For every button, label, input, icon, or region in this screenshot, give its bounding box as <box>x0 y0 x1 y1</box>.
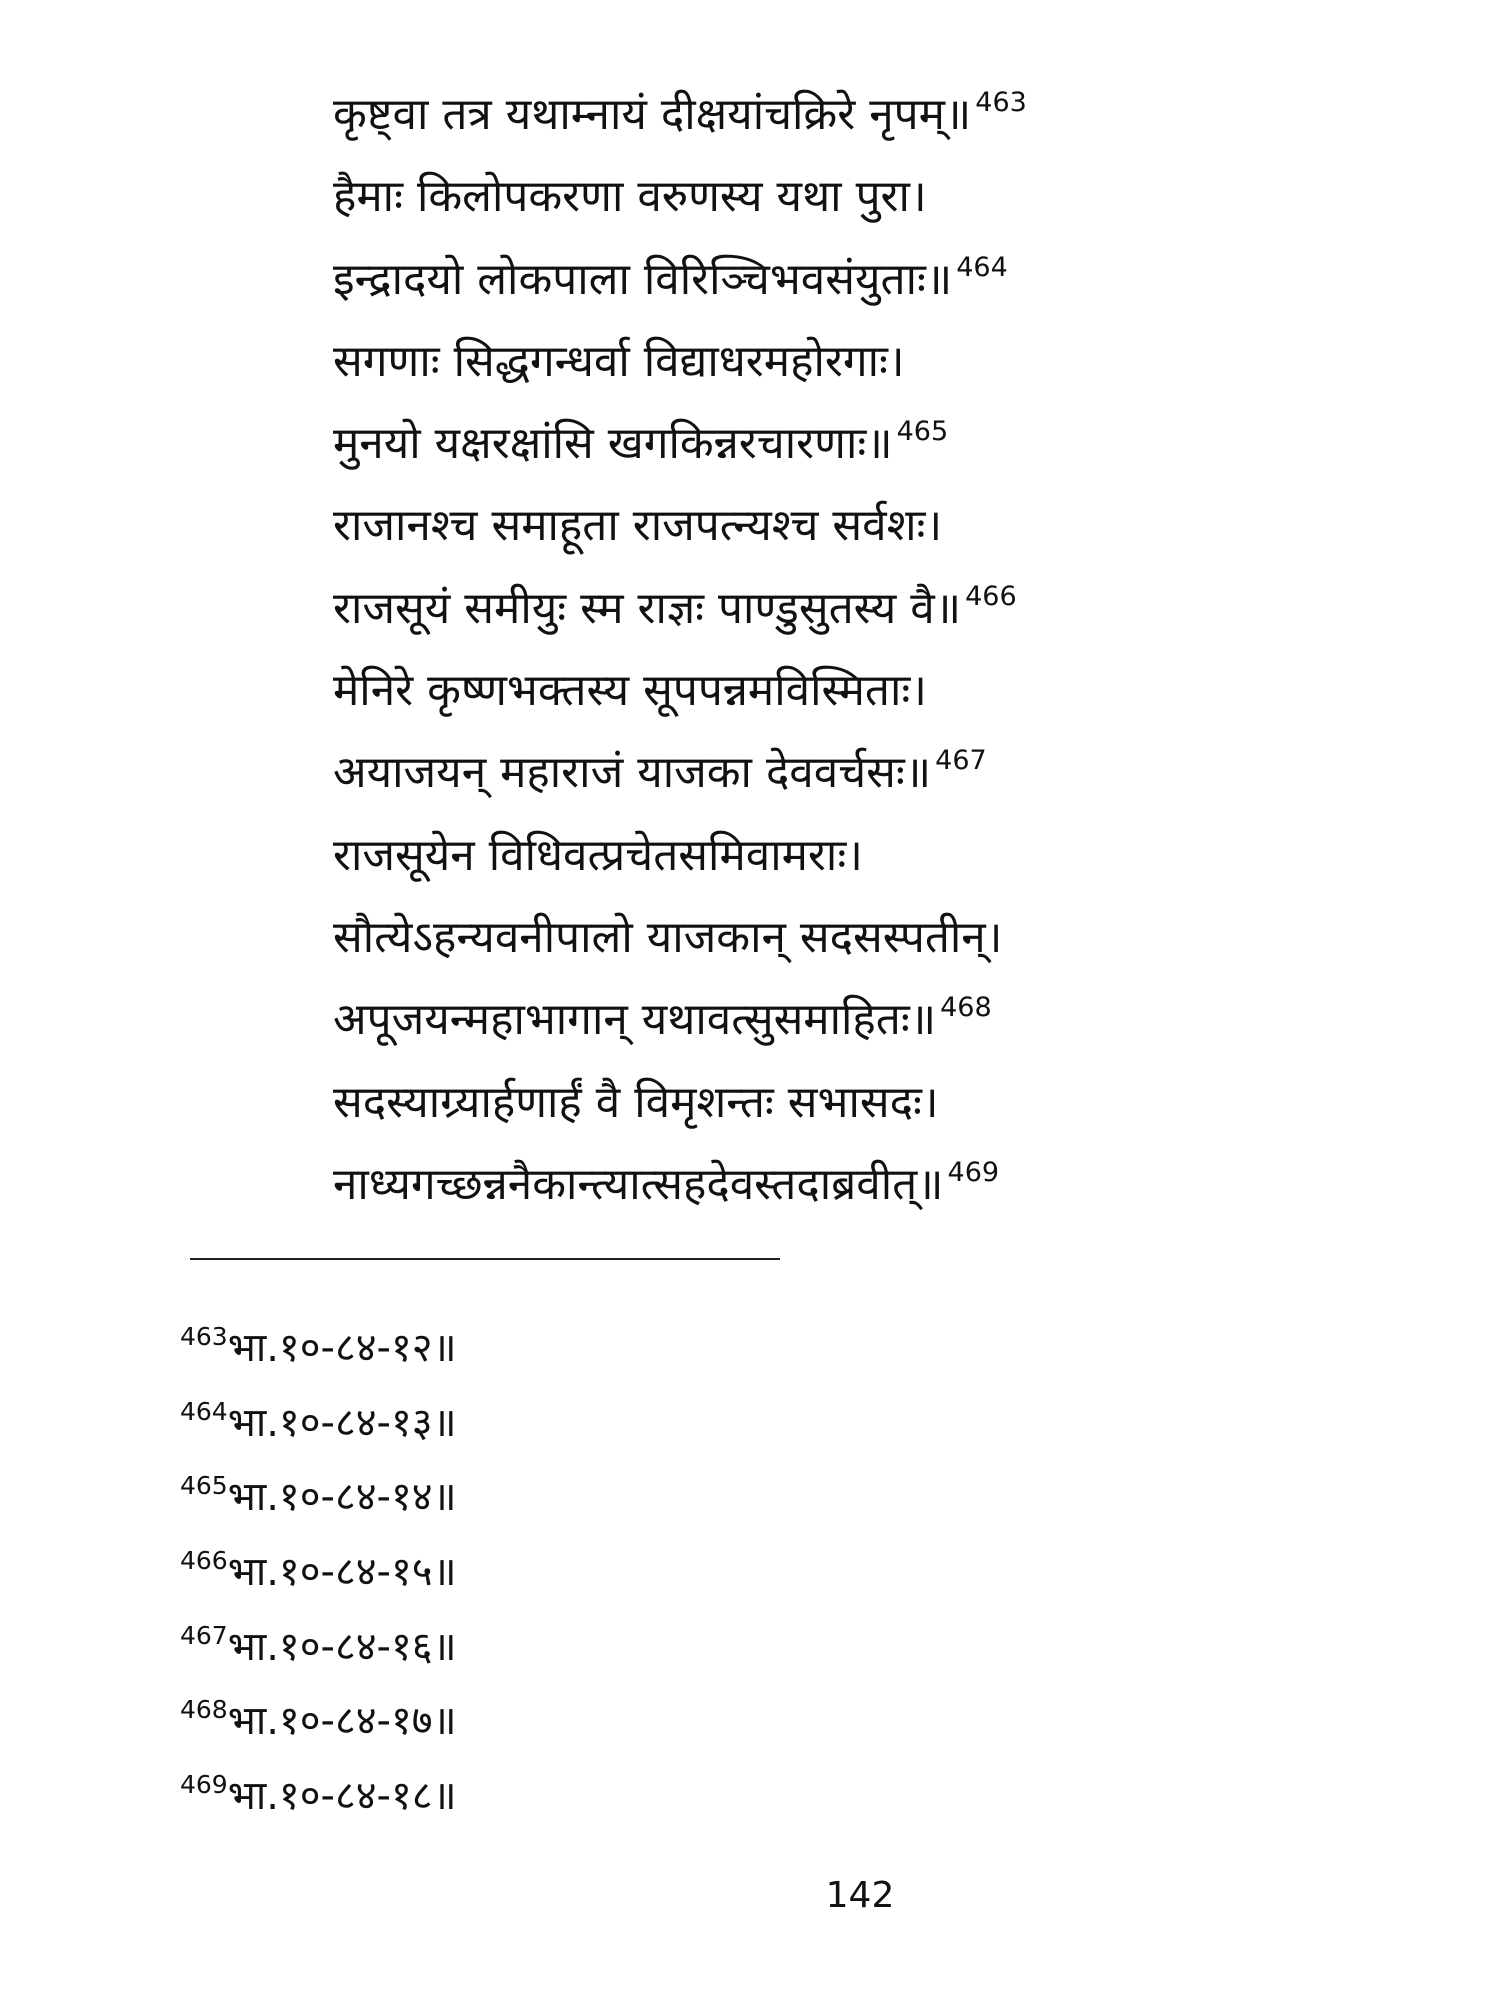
footnote <box>180 1748 980 1823</box>
verse-text: अपूजयन्महाभागान् यथावत्सुसमाहितः॥ <box>333 994 937 1046</box>
verse-number: 466 <box>965 580 1017 612</box>
verse-line <box>333 473 1433 555</box>
footnote <box>180 1673 980 1748</box>
verse-number: 469 <box>947 1156 1000 1188</box>
verse-line <box>333 309 1433 391</box>
verse-number: 467 <box>935 745 987 777</box>
footnote <box>180 1599 980 1674</box>
verse-line <box>333 803 1433 885</box>
footnote-text: भा.१०-८४-१२॥ <box>227 1325 457 1371</box>
footnote-number: 469 <box>180 1770 228 1800</box>
footnote-text: भा.१०-८४-१५॥ <box>227 1549 457 1596</box>
verse-text: सगणाः सिद्धगन्धर्वा विद्याधरमहोरगाः। <box>333 335 905 387</box>
verse-line <box>333 144 1433 226</box>
footnote-number: 466 <box>180 1546 228 1576</box>
verse-text: सदस्याग्र्यार्हणार्हं वै विमृशन्तः सभासदः। <box>333 1076 939 1128</box>
verse-line <box>333 1132 1433 1214</box>
verse-text: राजसूयेन विधिवत्प्रचेतसमिवामराः। <box>333 829 863 881</box>
footnote <box>180 1375 980 1450</box>
verse-number: 463 <box>975 87 1027 118</box>
verse-text: मुनयो यक्षरक्षांसि खगकिन्नरचारणाः॥ <box>333 418 893 470</box>
footnote <box>180 1300 980 1375</box>
footnote-number: 465 <box>180 1471 228 1501</box>
verse-text: सौत्येऽहन्यवनीपालो याजकान् सदसस्पतीन्। <box>333 911 1003 963</box>
verse-line <box>333 720 1433 802</box>
verse-text: अयाजयन् महाराजं याजका देववर्चसः॥ <box>333 747 932 799</box>
verse-text: हैमाः किलोपकरणा वरुणस्य यथा पुरा। <box>333 171 927 223</box>
verse-text: नाध्यगच्छन्ननैकान्त्यात्सहदेवस्तदाब्रवीत्॥ <box>333 1158 944 1210</box>
verse-line <box>333 391 1433 473</box>
verse-text: राजानश्च समाहूता राजपत्न्यश्च सर्वशः। <box>333 500 943 552</box>
verse-line <box>333 62 1433 144</box>
footnote-number: 468 <box>180 1695 228 1725</box>
page-number: 142 <box>825 1875 895 1916</box>
footnotes <box>180 1300 980 1823</box>
footnote-number: 464 <box>180 1396 228 1426</box>
footnote-divider <box>190 1258 780 1260</box>
verse-line <box>333 1050 1433 1132</box>
verse-line <box>333 556 1433 638</box>
verse-number: 465 <box>896 416 949 448</box>
verse-line <box>333 227 1433 309</box>
footnote <box>180 1524 980 1599</box>
verse-text: राजसूयं समीयुः स्म राज्ञः पाण्डुसुतस्य वै॥ <box>333 582 962 634</box>
footnote-text: भा.१०-८४-१८॥ <box>227 1773 457 1820</box>
footnote <box>180 1449 980 1524</box>
verse-line <box>333 885 1433 967</box>
verse-number: 464 <box>956 251 1008 283</box>
footnote-text: भा.१०-८४-१६॥ <box>227 1623 457 1670</box>
verse-text: कृष्ट्वा तत्र यथाम्नायं दीक्षयांचक्रिरे नृपम्॥ <box>333 89 972 140</box>
footnote-text: भा.१०-८४-१७॥ <box>227 1698 457 1745</box>
verse-text: मेनिरे कृष्णभक्तस्य सूपपन्नमविस्मिताः। <box>333 665 927 717</box>
footnote-number: 467 <box>180 1620 228 1650</box>
footnote-text: भा.१०-८४-१४॥ <box>227 1474 457 1521</box>
verse-number: 468 <box>940 992 992 1024</box>
verse-line <box>333 967 1433 1049</box>
footnote-text: भा.१०-८४-१३॥ <box>227 1399 457 1446</box>
verse-line <box>333 638 1433 720</box>
verse-block <box>333 62 1433 1214</box>
footnote-number: 463 <box>180 1322 228 1351</box>
verse-text: इन्द्रादयो लोकपाला विरिञ्चिभवसंयुताः॥ <box>333 253 953 305</box>
